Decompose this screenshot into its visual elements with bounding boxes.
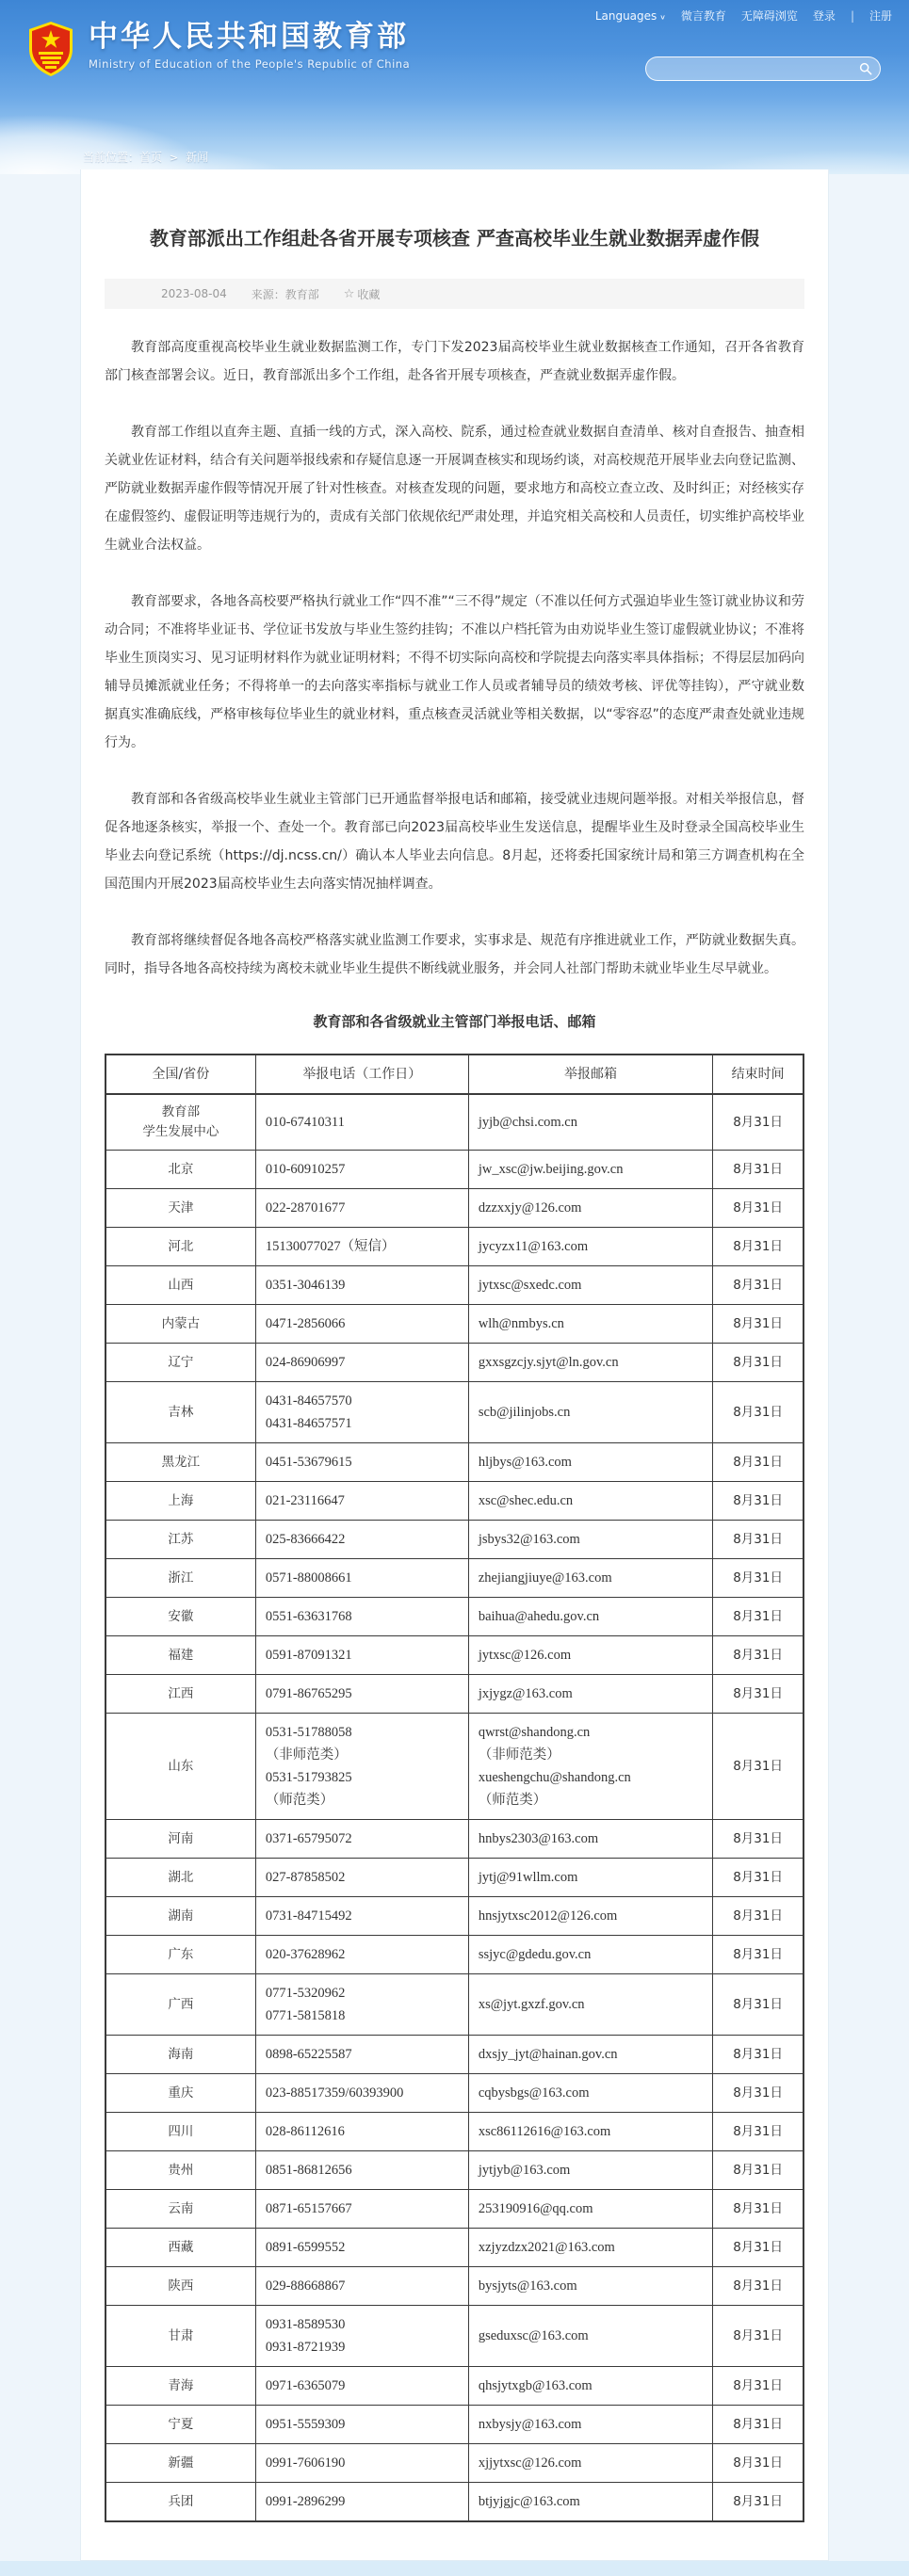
cell-email: jytjyb@163.com: [468, 2151, 712, 2190]
cell-deadline: 8月31日: [713, 2267, 803, 2306]
cell-phone: 0551-63631768: [255, 1598, 468, 1636]
article-body: [105, 333, 804, 983]
cell-region: 上海: [106, 1482, 255, 1521]
languages-menu[interactable]: Languages ∨: [594, 8, 666, 23]
cell-email: jxjygz@163.com: [468, 1675, 712, 1714]
national-emblem-icon: [26, 21, 75, 77]
cell-region: 吉林: [106, 1382, 255, 1443]
cell-email: 253190916@qq.com: [468, 2190, 712, 2229]
register-link[interactable]: 注册: [868, 9, 892, 23]
cell-email: ssjyc@gdedu.gov.cn: [468, 1936, 712, 1974]
cell-email: jytxsc@126.com: [468, 1636, 712, 1675]
table-row: [106, 1859, 803, 1897]
table-row: [106, 1598, 803, 1636]
cell-phone: 0531-51788058 （非师范类） 0531-51793825 （师范类）: [255, 1714, 468, 1820]
cell-email: qhsjytxgb@163.com: [468, 2367, 712, 2406]
table-row: [106, 1936, 803, 1974]
article-paragraph: 教育部和各省级高校毕业生就业主管部门已开通监督举报电话和邮箱，接受就业违规问题举报。对相关举报信息，督促各地逐条核实，举报一个、查处一个。教育部已向2023届高校毕业生发送信息，提醒毕业生及时登录全国高校毕业生毕业去向登记系统（https://dj.ncss.cn/）确认本人毕业去向信息。8月起，还将委托国家统计局和第三方调查机构在全国范围内开展2023届高校毕业生去向落实情况抽样调查。: [105, 792, 804, 892]
table-row: [106, 2190, 803, 2229]
cell-region: 内蒙古: [106, 1305, 255, 1344]
cell-deadline: 8月31日: [713, 1482, 803, 1521]
table-row: [106, 2074, 803, 2113]
cell-phone: 027-87858502: [255, 1859, 468, 1897]
column-header-region: 全国/省份: [106, 1055, 255, 1094]
table-row: [106, 1189, 803, 1228]
cell-deadline: 8月31日: [713, 1714, 803, 1820]
table-row: [106, 2113, 803, 2151]
cell-phone: 0991-7606190: [255, 2444, 468, 2483]
table-row: [106, 2151, 803, 2190]
breadcrumb-label: 当前位置：: [83, 151, 140, 164]
cell-region: 陕西: [106, 2267, 255, 2306]
column-header-deadline: 结束时间: [713, 1055, 803, 1094]
cell-region: 山东: [106, 1714, 255, 1820]
cell-region: 江苏: [106, 1521, 255, 1559]
cell-phone: 0791-86765295: [255, 1675, 468, 1714]
cell-deadline: 8月31日: [713, 1382, 803, 1443]
login-link[interactable]: 登录: [812, 9, 836, 23]
cell-phone: 0851-86812656: [255, 2151, 468, 2190]
table-row: [106, 2367, 803, 2406]
article-date: 2023-08-04: [161, 287, 227, 300]
breadcrumb-separator: >: [170, 152, 179, 164]
cell-region: 青海: [106, 2367, 255, 2406]
cell-phone: 0731-84715492: [255, 1897, 468, 1936]
cell-region: 海南: [106, 2036, 255, 2074]
cell-deadline: 8月31日: [713, 1820, 803, 1859]
cell-email: dxsjy_jyt@hainan.gov.cn: [468, 2036, 712, 2074]
site-subtitle: Ministry of Education of the People's Republic of China: [89, 56, 411, 71]
cell-email: hnbys2303@163.com: [468, 1820, 712, 1859]
cell-region: 天津: [106, 1189, 255, 1228]
chevron-down-icon: ∨: [659, 13, 666, 22]
favorite-label: 收藏: [357, 287, 381, 301]
table-row: [106, 1636, 803, 1675]
cell-deadline: 8月31日: [713, 1266, 803, 1305]
table-row: [106, 1521, 803, 1559]
cell-phone: 0591-87091321: [255, 1636, 468, 1675]
search-icon[interactable]: [859, 62, 872, 75]
table-row: [106, 1443, 803, 1482]
cell-deadline: 8月31日: [713, 2074, 803, 2113]
cell-region: 河南: [106, 1820, 255, 1859]
cell-region: 山西: [106, 1266, 255, 1305]
cell-region: 西藏: [106, 2229, 255, 2267]
article-title: 教育部派出工作组赴各省开展专项核查 严查高校毕业生就业数据弄虚作假: [150, 227, 759, 250]
cell-phone: 0871-65157667: [255, 2190, 468, 2229]
table-row: [106, 1151, 803, 1189]
search-input[interactable]: [657, 59, 859, 78]
cell-deadline: 8月31日: [713, 1859, 803, 1897]
cell-phone: 028-86112616: [255, 2113, 468, 2151]
star-icon: ☆: [343, 286, 355, 301]
cell-deadline: 8月31日: [713, 2367, 803, 2406]
cell-region: 北京: [106, 1151, 255, 1189]
table-row: [106, 2483, 803, 2522]
cell-phone: 0951-5559309: [255, 2406, 468, 2444]
top-utility-bar: [595, 8, 892, 24]
cell-deadline: 8月31日: [713, 2483, 803, 2522]
column-header-email: 举报邮箱: [468, 1055, 712, 1094]
cell-region: 贵州: [106, 2151, 255, 2190]
table-row: [106, 1344, 803, 1382]
cell-deadline: 8月31日: [713, 1559, 803, 1598]
cell-phone: 022-28701677: [255, 1189, 468, 1228]
cell-phone: 0931-8589530 0931-8721939: [255, 2306, 468, 2367]
cell-phone: 0571-88008661: [255, 1559, 468, 1598]
cell-region: 福建: [106, 1636, 255, 1675]
cell-phone: 0431-84657570 0431-84657571: [255, 1382, 468, 1443]
breadcrumb-home-link[interactable]: 首页: [139, 151, 163, 164]
article-source: 来源：教育部: [251, 287, 319, 301]
cell-deadline: 8月31日: [713, 1936, 803, 1974]
cell-email: jycyzx11@163.com: [468, 1228, 712, 1266]
cell-email: btjyjgjc@163.com: [468, 2483, 712, 2522]
cell-deadline: 8月31日: [713, 1974, 803, 2036]
cell-email: bysjyts@163.com: [468, 2267, 712, 2306]
cell-phone: 010-60910257: [255, 1151, 468, 1189]
cell-email: wlh@nmbys.cn: [468, 1305, 712, 1344]
table-row: [106, 1974, 803, 2036]
cell-deadline: 8月31日: [713, 1443, 803, 1482]
cell-deadline: 8月31日: [713, 2306, 803, 2367]
table-row: [106, 2036, 803, 2074]
table-row: [106, 1559, 803, 1598]
article-meta-bar: [105, 279, 804, 309]
article-paragraph: 教育部要求，各地各高校要严格执行就业工作“四不准”“三不得”规定（不准以任何方式强迫毕业生签订就业协议和劳动合同；不准将毕业证书、学位证书发放与毕业生签约挂钩；不准以户档托管为由劝说毕业生签订虚假就业协议；不准将毕业生顶岗实习、见习证明材料作为就业证明材料；不得不切实际向高校和学院提去向落实率具体指标；不得层层加码向辅导员摊派就业任务；不得将单一的去向落实率指标与就业工作人员或者辅导员的绩效考核、评优等挂钩），严守就业数据真实准确底线，严格审核每位毕业生的就业材料，重点核查灵活就业等相关数据，以“零容忍”的态度严肃查处就业违规行为。: [105, 594, 805, 750]
cell-deadline: 8月31日: [713, 1151, 803, 1189]
search-box: [645, 56, 881, 81]
cell-phone: 15130077027（短信）: [255, 1228, 468, 1266]
cell-email: dzzxxjy@126.com: [468, 1189, 712, 1228]
cell-deadline: 8月31日: [713, 2406, 803, 2444]
cell-region: 湖南: [106, 1897, 255, 1936]
report-contact-table: [105, 1054, 804, 2522]
cell-email: xsc86112616@163.com: [468, 2113, 712, 2151]
cell-region: 黑龙江: [106, 1443, 255, 1482]
table-row: [106, 1820, 803, 1859]
cell-region: 河北: [106, 1228, 255, 1266]
cell-phone: 010-67410311: [255, 1094, 468, 1151]
cell-deadline: 8月31日: [713, 2113, 803, 2151]
cell-region: 四川: [106, 2113, 255, 2151]
table-row: [106, 2267, 803, 2306]
cell-region: 安徽: [106, 1598, 255, 1636]
cell-region: 兵团: [106, 2483, 255, 2522]
breadcrumb-news-link[interactable]: 新闻: [186, 151, 209, 164]
report-table-title: 教育部和各省级就业主管部门举报电话、邮箱: [313, 1013, 596, 1030]
cell-deadline: 8月31日: [713, 1094, 803, 1151]
cell-phone: 0898-65225587: [255, 2036, 468, 2074]
breadcrumb: [83, 149, 208, 165]
brand-text: [89, 21, 410, 71]
cell-region: 宁夏: [106, 2406, 255, 2444]
cell-deadline: 8月31日: [713, 2229, 803, 2267]
cell-phone: 029-88668867: [255, 2267, 468, 2306]
cell-region: 云南: [106, 2190, 255, 2229]
table-row: [106, 1094, 803, 1151]
cell-phone: 025-83666422: [255, 1521, 468, 1559]
footer-strip: [0, 2561, 909, 2576]
divider: |: [850, 8, 854, 23]
cell-email: xsc@shec.edu.cn: [468, 1482, 712, 1521]
cell-email: qwrst@shandong.cn （非师范类） xueshengchu@shandong.cn （师范类）: [468, 1714, 712, 1820]
cell-email: gseduxsc@163.com: [468, 2306, 712, 2367]
site-brand: [26, 21, 410, 77]
cell-email: baihua@ahedu.gov.cn: [468, 1598, 712, 1636]
cell-region: 浙江: [106, 1559, 255, 1598]
cell-deadline: 8月31日: [713, 1675, 803, 1714]
cell-deadline: 8月31日: [713, 1305, 803, 1344]
cell-phone: 023-88517359/60393900: [255, 2074, 468, 2113]
cell-deadline: 8月31日: [713, 2444, 803, 2483]
cell-email: jytj@91wllm.com: [468, 1859, 712, 1897]
cell-phone: 024-86906997: [255, 1344, 468, 1382]
cell-region: 甘肃: [106, 2306, 255, 2367]
table-row: [106, 2229, 803, 2267]
cell-phone: 0771-5320962 0771-5815818: [255, 1974, 468, 2036]
accessibility-link[interactable]: 无障碍浏览: [740, 9, 798, 23]
cell-email: jw_xsc@jw.beijing.gov.cn: [468, 1151, 712, 1189]
favorite-button[interactable]: [344, 286, 381, 302]
table-row: [106, 1382, 803, 1443]
cell-email: xjjytxsc@126.com: [468, 2444, 712, 2483]
cell-region: 辽宁: [106, 1344, 255, 1382]
cell-deadline: 8月31日: [713, 1636, 803, 1675]
cell-deadline: 8月31日: [713, 1521, 803, 1559]
cell-deadline: 8月31日: [713, 1228, 803, 1266]
cell-region: 新疆: [106, 2444, 255, 2483]
article-container: [80, 169, 829, 2561]
cell-deadline: 8月31日: [713, 1344, 803, 1382]
weiyan-link[interactable]: 微言教育: [680, 9, 726, 23]
cell-region: 江西: [106, 1675, 255, 1714]
cell-email: xs@jyt.gxzf.gov.cn: [468, 1974, 712, 2036]
cell-deadline: 8月31日: [713, 2036, 803, 2074]
cell-phone: 0471-2856066: [255, 1305, 468, 1344]
column-header-phone: 举报电话（工作日）: [255, 1055, 468, 1094]
cell-email: gxxsgzcjy.sjyt@ln.gov.cn: [468, 1344, 712, 1382]
cell-email: jytxsc@sxedc.com: [468, 1266, 712, 1305]
cell-region: 广西: [106, 1974, 255, 2036]
table-header-row: [106, 1055, 803, 1094]
cell-phone: 0351-3046139: [255, 1266, 468, 1305]
table-row: [106, 1714, 803, 1820]
table-row: [106, 1266, 803, 1305]
cell-deadline: 8月31日: [713, 2190, 803, 2229]
cell-email: cqbysbgs@163.com: [468, 2074, 712, 2113]
cell-phone: 0371-65795072: [255, 1820, 468, 1859]
cell-region: 重庆: [106, 2074, 255, 2113]
table-row: [106, 1305, 803, 1344]
cell-deadline: 8月31日: [713, 2151, 803, 2190]
cell-region: 湖北: [106, 1859, 255, 1897]
cell-phone: 0991-2896299: [255, 2483, 468, 2522]
cell-email: zhejiangjiuye@163.com: [468, 1559, 712, 1598]
cell-email: scb@jilinjobs.cn: [468, 1382, 712, 1443]
table-row: [106, 2444, 803, 2483]
table-row: [106, 2406, 803, 2444]
cell-email: hljbys@163.com: [468, 1443, 712, 1482]
cell-email: hnsjytxsc2012@126.com: [468, 1897, 712, 1936]
cell-phone: 020-37628962: [255, 1936, 468, 1974]
cell-phone: 0451-53679615: [255, 1443, 468, 1482]
cell-email: xzjyzdzx2021@163.com: [468, 2229, 712, 2267]
cell-email: jsbys32@163.com: [468, 1521, 712, 1559]
article-paragraph: 教育部高度重视高校毕业生就业数据监测工作，专门下发2023届高校毕业生就业数据核查工作通知，召开各省教育部门核查部署会议。近日，教育部派出多个工作组，赴各省开展专项核查，严查就业数据弄虚作假。: [105, 340, 804, 383]
article-paragraph: 教育部工作组以直奔主题、直插一线的方式，深入高校、院系，通过检查就业数据自查清单、核对自查报告、抽查相关就业佐证材料，结合有关问题举报线索和存疑信息逐一开展调查核实和现场约谈，对高校规范开展毕业去向登记监测、严防就业数据弄虚作假等情况开展了针对性核查。对核查发现的问题，要求地方和高校立查立改、及时纠正；对经核实存在虚假签约、虚假证明等违规行为的，责成有关部门依规依纪严肃处理，并追究相关高校和人员责任，切实维护高校毕业生就业合法权益。: [105, 425, 804, 553]
cell-region: 教育部 学生发展中心: [106, 1094, 255, 1151]
cell-email: jyjb@chsi.com.cn: [468, 1094, 712, 1151]
cell-deadline: 8月31日: [713, 1598, 803, 1636]
table-row: [106, 2306, 803, 2367]
table-row: [106, 1675, 803, 1714]
cell-email: nxbysjy@163.com: [468, 2406, 712, 2444]
site-header: [0, 0, 909, 174]
cell-phone: 0891-6599552: [255, 2229, 468, 2267]
table-row: [106, 1228, 803, 1266]
site-title: 中华人民共和国教育部: [89, 20, 409, 54]
cell-deadline: 8月31日: [713, 1897, 803, 1936]
table-row: [106, 1897, 803, 1936]
table-row: [106, 1482, 803, 1521]
cell-phone: 0971-6365079: [255, 2367, 468, 2406]
cell-deadline: 8月31日: [713, 1189, 803, 1228]
cell-region: 广东: [106, 1936, 255, 1974]
article-paragraph: 教育部将继续督促各地各高校严格落实就业监测工作要求，实事求是、规范有序推进就业工作，严防就业数据失真。同时，指导各地各高校持续为离校未就业毕业生提供不断线就业服务，并会同人社部门帮助未就业毕业生尽早就业。: [105, 933, 804, 976]
cell-phone: 021-23116647: [255, 1482, 468, 1521]
